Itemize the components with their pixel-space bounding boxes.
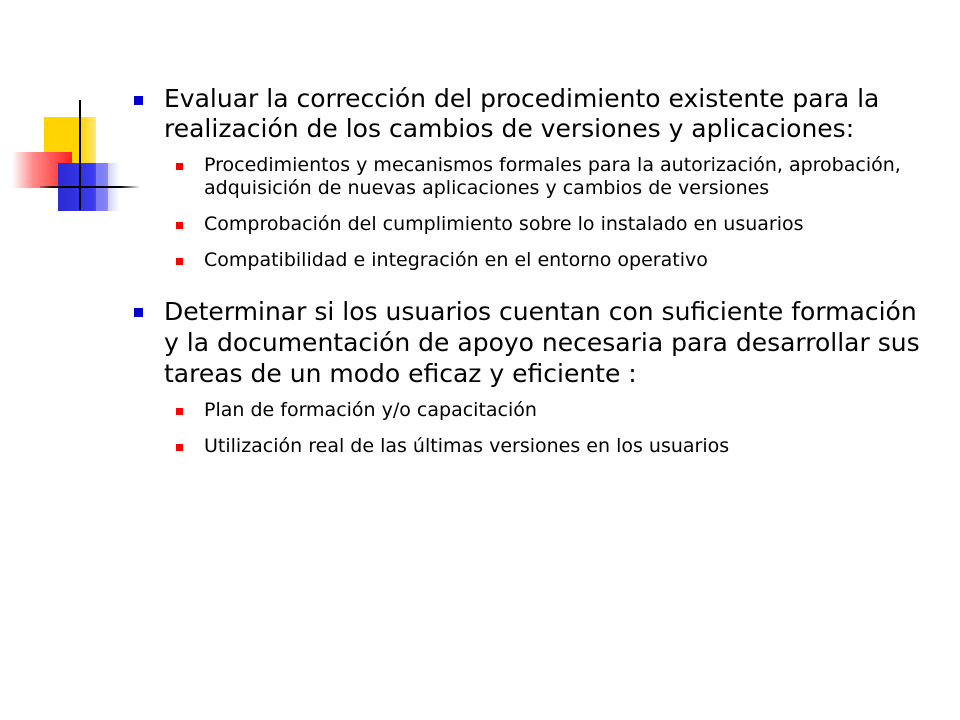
slide-content [120, 84, 920, 471]
sub-bullet-text: Compatibilidad e integración en el entorno operativo [204, 249, 708, 271]
sub-bullet-item [164, 435, 920, 458]
bullet-item-determinar [120, 296, 920, 458]
sub-bullet-list [164, 399, 920, 458]
sub-bullet-text: Procedimientos y mecanismos formales para la autorización, aprobación, adquisición de nuevas aplicaciones y cambios de versiones [204, 154, 901, 199]
sub-bullet-text: Comprobación del cumplimiento sobre lo instalado en usuarios [204, 213, 804, 235]
sub-bullet-list [164, 154, 920, 272]
vertical-line [79, 100, 81, 210]
square-bullet-icon [134, 308, 143, 317]
square-bullet-icon [134, 96, 143, 105]
square-bullet-icon [176, 408, 183, 415]
sub-bullet-text: Plan de formación y/o capacitación [204, 399, 537, 421]
sub-bullet-item [164, 399, 920, 422]
square-bullet-icon [176, 163, 183, 170]
square-bullet-icon [176, 444, 183, 451]
bullet-text: Evaluar la corrección del procedimiento existente para la realización de los cambios de versiones y aplicaciones: [164, 84, 880, 143]
sub-bullet-item [164, 154, 920, 200]
bullet-item-evaluar [120, 84, 920, 272]
bullet-text: Determinar si los usuarios cuentan con suficiente formación y la documentación de apoyo necesaria para desarrollar sus tareas de un modo eficaz y eficiente : [164, 297, 920, 388]
sub-bullet-text: Utilización real de las últimas versiones en los usuarios [204, 435, 730, 457]
sub-bullet-item [164, 213, 920, 236]
sub-bullet-item [164, 249, 920, 272]
square-bullet-icon [176, 258, 183, 265]
square-bullet-icon [176, 222, 183, 229]
